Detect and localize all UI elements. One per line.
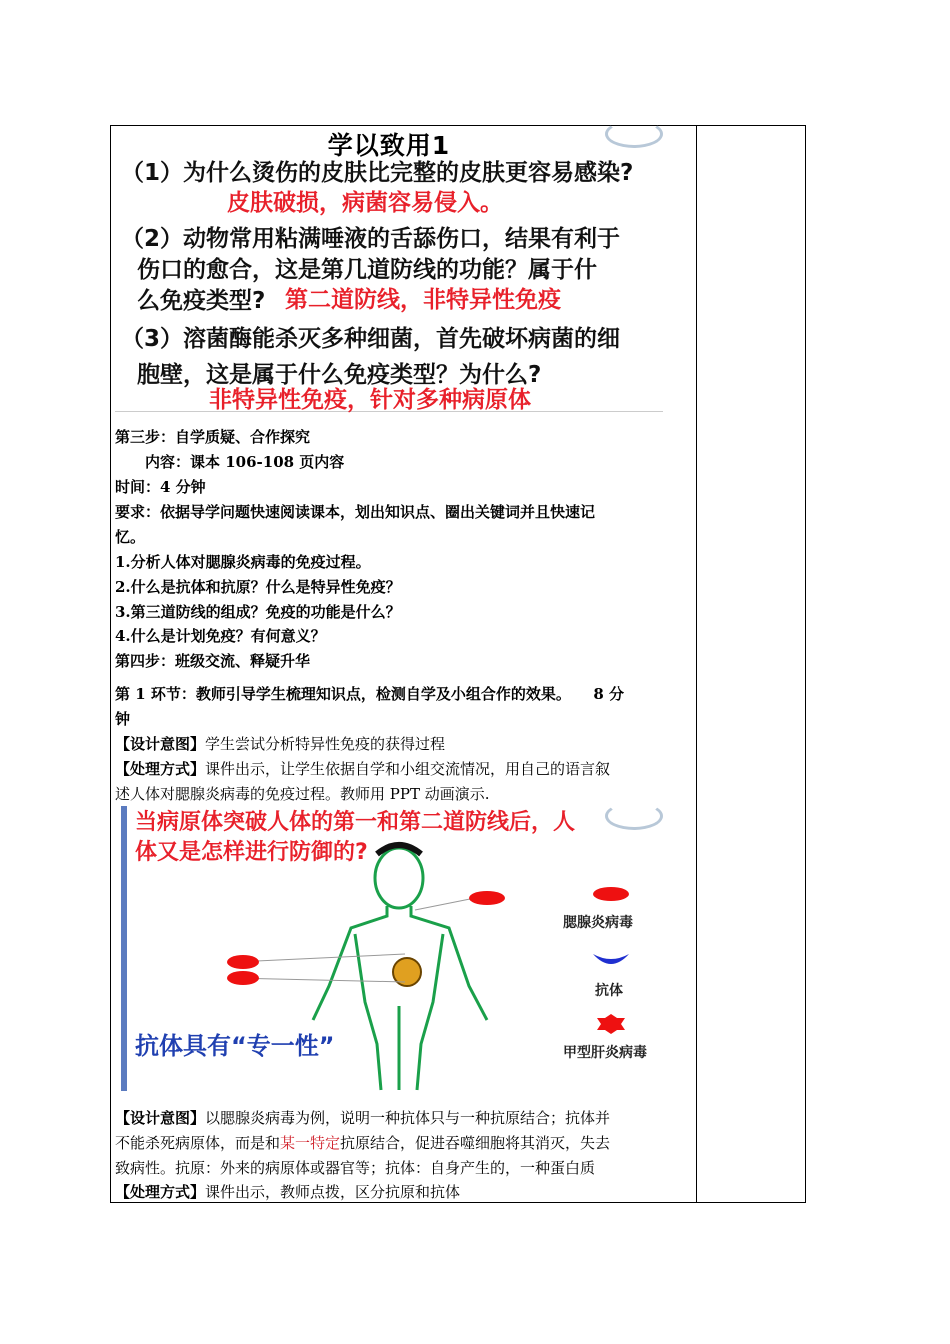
- column-divider: [696, 126, 697, 1202]
- step3-title: 第三步：自学质疑、合作探究: [115, 428, 311, 446]
- section1-line-1: 第 1 环节：教师引导学生梳理知识点，检测自学及小组合作的效果。 8 分: [115, 685, 625, 703]
- lesson-table: [110, 125, 806, 1203]
- slide-apply-knowledge: [115, 126, 663, 412]
- method-1-line-2: 述人体对腮腺炎病毒的免疫过程。教师用 PPT 动画演示.: [115, 785, 490, 803]
- question-2-line-3: 么免疫类型?: [137, 288, 266, 314]
- step4-title: 第四步：班级交流、释疑升华: [115, 652, 311, 670]
- design-intent-1: 【设计意图】学生尝试分析特异性免疫的获得过程: [115, 735, 446, 753]
- method-1-line-1: 【处理方式】课件出示，让学生依据自学和小组交流情况，用自己的语言叙: [115, 760, 611, 778]
- virus-icon: [227, 971, 259, 985]
- legend-hepatitis-virus: 甲型肝炎病毒: [563, 1045, 647, 1061]
- step3-question-2: 2.什么是抗体和抗原？什么是特异性免疫？: [115, 578, 401, 596]
- antibody-icon: [593, 954, 629, 964]
- connector-line: [235, 954, 405, 962]
- question-2-line-2: 伤口的愈合，这是第几道防线的功能？属于什: [137, 257, 597, 283]
- hepatitis-virus-icon: [597, 1014, 625, 1034]
- slide2-footer: 抗体具有“专一性”: [135, 1032, 335, 1060]
- question-3-line-2: 胞壁，这是属于什么免疫类型？为什么?: [137, 362, 542, 388]
- mumps-virus-icon: [593, 887, 629, 901]
- section1-line-2: 钟: [115, 710, 131, 728]
- step3-content: 内容：课本 106-108 页内容: [145, 453, 345, 471]
- legend-mumps-virus: 腮腺炎病毒: [563, 915, 633, 931]
- legend-antibody: 抗体: [595, 983, 623, 999]
- virus-icon: [227, 955, 259, 969]
- method-2: 【处理方式】课件出示，教师点拨，区分抗原和抗体: [115, 1183, 461, 1201]
- slide-title: 学以致用1: [327, 131, 451, 160]
- virus-icon: [469, 891, 505, 905]
- answer-3: 非特异性免疫，针对多种病原体: [209, 387, 531, 413]
- answer-1: 皮肤破损，病菌容易侵入。: [227, 190, 503, 216]
- connector-line: [415, 898, 475, 910]
- step3-time: 时间：4 分钟: [115, 478, 206, 496]
- design-intent-2-line-2: 不能杀死病原体，而是和某一特定抗原结合，促进吞噬细胞将其消灭，失去: [115, 1134, 611, 1152]
- slide-specific-immunity: [115, 806, 663, 1096]
- question-3-line-1: （3）溶菌酶能杀灭多种细菌，首先破坏病菌的细: [121, 326, 621, 352]
- question-1: （1）为什么烫伤的皮肤比完整的皮肤更容易感染?: [121, 160, 634, 186]
- step3-requirement-line-2: 忆。: [115, 528, 146, 546]
- logo-icon: [605, 120, 663, 148]
- connector-line: [235, 978, 405, 982]
- design-intent-2-line-3: 致病性。抗原：外来的病原体或器官等；抗体：自身产生的，一种蛋白质: [115, 1159, 596, 1177]
- slide2-title: 当病原体突破人体的第一和第二道防线后，人 体又是怎样进行防御的?: [135, 810, 576, 865]
- step3-question-3: 3.第三道防线的组成？免疫的功能是什么？: [115, 603, 401, 621]
- step3-question-1: 1.分析人体对腮腺炎病毒的免疫过程。: [115, 553, 371, 571]
- design-intent-2-line-1: 【设计意图】以腮腺炎病毒为例，说明一种抗体只与一种抗原结合；抗体并: [115, 1109, 611, 1127]
- step3-question-4: 4.什么是计划免疫？有何意义？: [115, 627, 326, 645]
- question-2-line-1: （2）动物常用粘满唾液的舌舔伤口，结果有利于: [121, 226, 621, 252]
- answer-2: 第二道防线，非特异性免疫: [285, 287, 561, 313]
- step3-requirement-line-1: 要求：依据导学问题快速阅读课本，划出知识点、圈出关键词并且快速记: [115, 503, 596, 521]
